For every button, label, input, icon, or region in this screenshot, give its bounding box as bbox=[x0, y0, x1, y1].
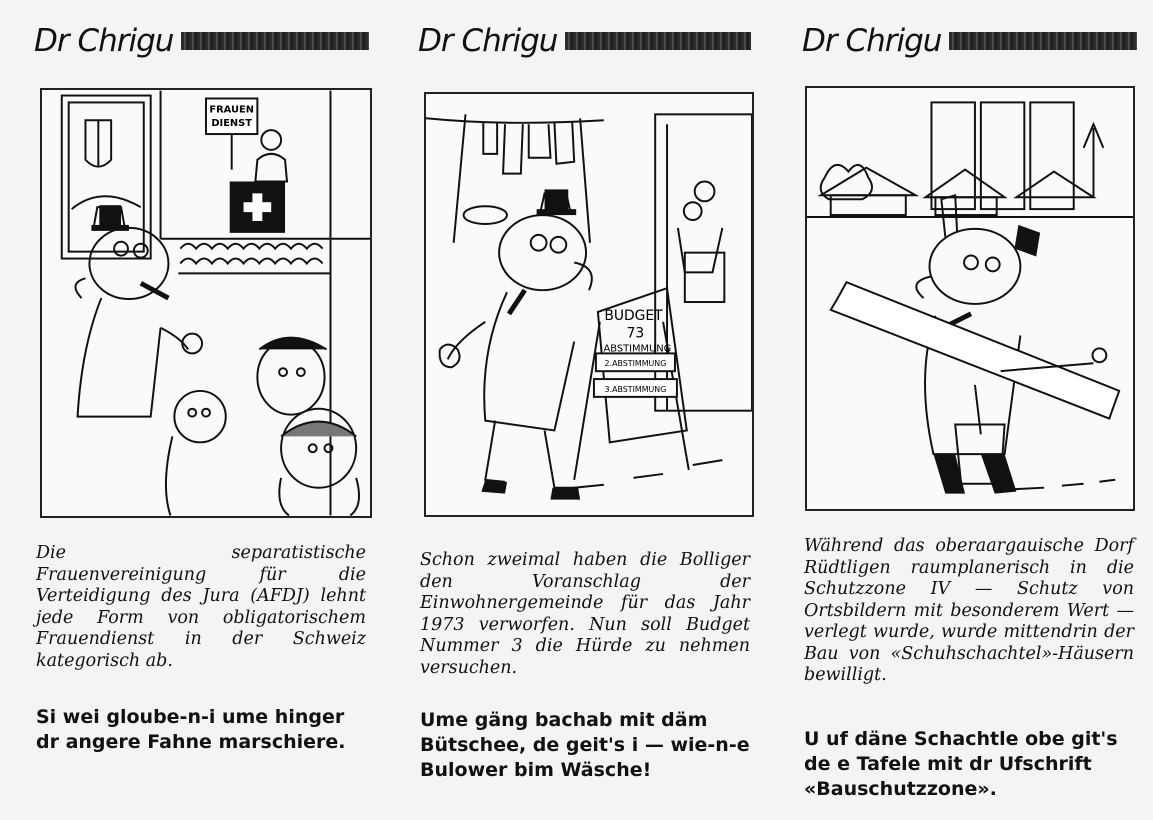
strip-3 bbox=[798, 0, 1138, 820]
strip-punchline: Ume gäng bachab mit däm Bütschee, de geit's i — wie-n-e Bulower bim Wäsche! bbox=[420, 709, 750, 781]
cartoon-panel-frauendienst bbox=[40, 88, 372, 518]
cartoon-illustration bbox=[42, 90, 370, 516]
title-bar bbox=[181, 32, 369, 50]
budget-sign-line-2: 73 bbox=[626, 325, 645, 342]
vote-tag-2: 2.ABSTIMMUNG bbox=[604, 359, 667, 369]
strip-header bbox=[802, 18, 1137, 64]
cartoon-illustration bbox=[426, 94, 752, 515]
title-bar bbox=[565, 32, 751, 50]
strip-title: Dr Chrigu bbox=[34, 23, 174, 59]
sign-line-2: DIENST bbox=[211, 118, 253, 130]
strip-caption: Die separatistische Frauenvereinigung für die Verteidigung des Jura (AFDJ) lehnt jede Form von obligatorischem Frauendienst in der Schweiz kategorisch ab. bbox=[36, 543, 366, 671]
strip-title: Dr Chrigu bbox=[418, 23, 558, 59]
sign-line-1: FRAUEN bbox=[209, 104, 255, 116]
strip-title: Dr Chrigu bbox=[802, 23, 942, 59]
cartoon-illustration bbox=[807, 88, 1133, 509]
strip-header bbox=[34, 18, 369, 64]
strip-1 bbox=[30, 0, 375, 820]
cartoon-panel-schutzzone bbox=[805, 86, 1135, 511]
strip-header bbox=[418, 18, 751, 64]
vote-tag-3: 3.ABSTIMMUNG bbox=[604, 384, 667, 394]
strip-caption: Während das oberaargauische Dorf Rüdtligen raumplanerisch in die Schutzzone IV — Schutz von Ortsbildern mit besonderem Wert — verlegt wurde, wurde mittendrin der Bau von «Schuhschachtel»-Häusern bewilligt. bbox=[804, 536, 1134, 685]
budget-sign-line-1: BUDGET bbox=[604, 307, 663, 324]
strip-caption: Schon zweimal haben die Bolliger den Voranschlag der Einwohnergemeinde für das Jahr 1973 verworfen. Nun soll Budget Nummer 3 die Hürde zu nehmen versuchen. bbox=[420, 550, 750, 678]
strip-2 bbox=[414, 0, 754, 820]
cartoon-panel-budget bbox=[424, 92, 754, 517]
budget-sign-line-3: ABSTIMMUNG bbox=[603, 343, 672, 355]
strip-punchline: U uf däne Schachtle obe git's de e Tafele mit dr Ufschrift «Bauschutzzone». bbox=[804, 728, 1118, 800]
strip-punchline: Si wei gloube-n-i ume hinger dr angere Fahne marschiere. bbox=[36, 706, 346, 753]
title-bar bbox=[949, 32, 1137, 50]
